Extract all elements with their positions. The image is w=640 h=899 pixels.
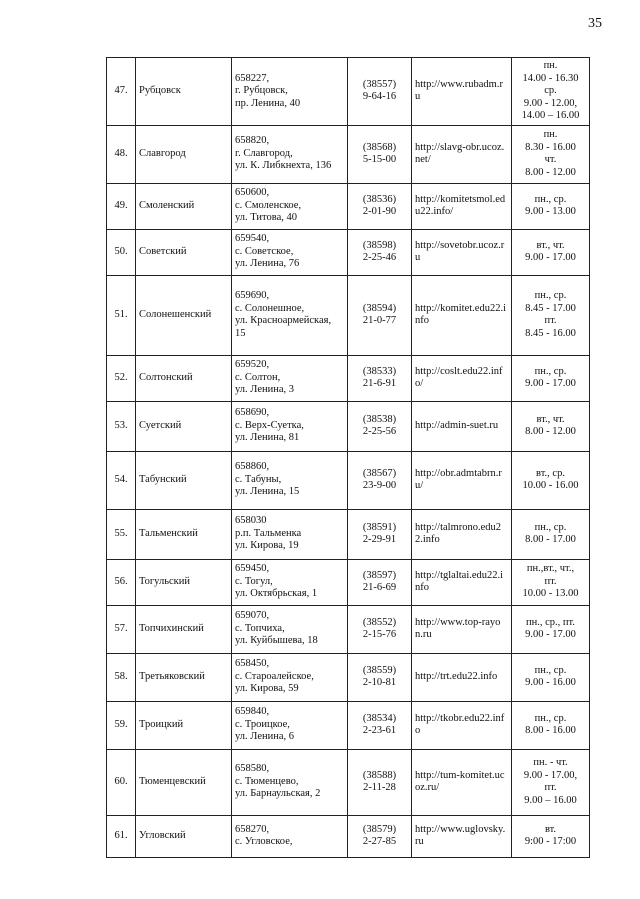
district-name: Табунский [136,451,232,509]
website-link[interactable]: http://tkobr.edu22.info [412,701,512,749]
phone-line: (38568) [362,141,397,153]
office-hours-cell [512,509,590,559]
address-cell [232,125,348,183]
table-body [107,58,590,858]
address-line: ул. Ленина, 76 [235,258,300,270]
hours-line: 9.00 - 13.00 [525,206,576,217]
district-name: Смоленский [136,183,232,229]
district-name: Троицкий [136,701,232,749]
phone-line: 2-27-85 [362,836,397,847]
hours-line: 8.00 - 16.00 [525,725,576,736]
address-cell [232,183,348,229]
address-line: г. Славгород, [235,147,293,159]
row-number: 48. [107,125,136,183]
address-line: 658270, [235,823,270,835]
district-name: Тальменский [136,509,232,559]
phone-line: (38538) [362,413,397,425]
address-cell [232,559,348,605]
address-line: 659070, [235,610,270,622]
website-link[interactable]: http://slavg-obr.ucoz.net/ [412,125,512,183]
office-hours-cell [512,275,590,355]
district-name: Солонешенский [136,275,232,355]
office-hours-cell [512,559,590,605]
address-line: с. Солтон, [235,371,281,383]
hours-line: пн., ср. [534,193,567,205]
row-number: 47. [107,58,136,126]
phone-cell [348,401,412,451]
hours-line: чт. [544,154,557,165]
row-number: 61. [107,815,136,857]
phone-line: 2-01-90 [362,206,397,217]
hours-line: пн., ср., пт. [526,616,575,628]
hours-line: вт. [544,823,557,835]
row-number: 53. [107,401,136,451]
hours-line: пн., ср. [534,365,567,377]
address-line: 659540, [235,233,270,245]
hours-line: 8.00 - 17.00 [525,534,576,545]
hours-line: пн. - чт. [533,757,568,768]
address-line: 658860, [235,461,270,473]
address-line: ул. Ленина, 81 [235,432,300,444]
hours-line: пт. [544,782,557,793]
phone-line: 2-25-56 [362,426,397,437]
address-line: 658820, [235,135,270,147]
website-link[interactable]: http://coslt.edu22.info/ [412,355,512,401]
website-link[interactable]: http://www.rubadm.ru [412,58,512,126]
table-row [107,183,590,229]
address-cell [232,701,348,749]
address-line: ул. Барнаульская, 2 [235,788,321,800]
table-row [107,815,590,857]
address-line: 658450, [235,658,270,670]
table-row [107,58,590,126]
address-line: 659840, [235,706,270,718]
hours-line: ср. [544,85,557,96]
address-line: с. Топчиха, [235,622,285,634]
phone-line: 5-15-00 [362,154,397,165]
hours-line: пн., ср. [534,712,567,724]
address-line: с. Советское, [235,245,294,257]
address-cell [232,355,348,401]
office-hours-cell [512,401,590,451]
website-link[interactable]: http://www.uglovsky.ru [412,815,512,857]
phone-line: 9-64-16 [362,91,397,103]
district-name: Тогульский [136,559,232,605]
phone-line: (38579) [362,823,397,835]
phone-cell [348,815,412,857]
row-number: 54. [107,451,136,509]
hours-line: 10.00 - 16.00 [522,480,579,491]
phone-line: 21-6-69 [362,582,397,593]
phone-cell [348,355,412,401]
phone-cell [348,58,412,126]
district-name: Топчихинский [136,605,232,653]
office-hours-cell [512,451,590,509]
phone-line: 2-10-81 [362,677,397,688]
address-cell [232,401,348,451]
table-row [107,605,590,653]
hours-line: пн.,вт., чт., [526,563,575,575]
hours-line: 9.00 - 17.00 [525,252,576,263]
row-number: 56. [107,559,136,605]
district-name: Суетский [136,401,232,451]
phone-line: (38567) [362,467,397,479]
address-line: с. Табуны, [235,473,282,485]
hours-line: вт., чт. [536,413,565,425]
hours-line: 8.45 - 17.00 [525,302,576,314]
row-number: 55. [107,509,136,559]
hours-line: пн., ср. [534,664,567,676]
education-departments-table [106,57,590,858]
row-number: 59. [107,701,136,749]
phone-cell [348,509,412,559]
phone-line: 2-15-76 [362,629,397,640]
table-row [107,275,590,355]
office-hours-cell [512,749,590,815]
hours-line: вт., чт. [536,239,565,251]
phone-cell [348,605,412,653]
phone-line: 2-11-28 [363,782,396,793]
address-line: ул. Ленина, 6 [235,731,295,743]
table-row [107,701,590,749]
phone-cell [348,275,412,355]
address-line: с. Смоленское, [235,199,302,211]
address-line: 658030 [235,515,267,527]
row-number: 51. [107,275,136,355]
hours-line: пн., ср. [534,521,567,533]
phone-cell [348,701,412,749]
address-cell [232,605,348,653]
website-link[interactable]: http://komitet.edu22.info [412,275,512,355]
address-cell [232,229,348,275]
phone-line: 21-6-91 [362,378,397,389]
table-row [107,451,590,509]
office-hours-cell [512,701,590,749]
website-link[interactable]: http://admin-suet.ru [412,401,512,451]
phone-line: (38559) [362,664,397,676]
table-row [107,401,590,451]
district-name: Тюменцевский [136,749,232,815]
office-hours-cell [512,125,590,183]
address-line: 658227, [235,72,270,84]
address-line: 650600, [235,187,270,199]
hours-line: пн. [543,60,558,71]
phone-cell [348,183,412,229]
phone-cell [348,451,412,509]
address-cell [232,275,348,355]
address-line: с. Угловское, [235,836,293,847]
hours-line: 9:00 - 17:00 [524,836,577,847]
address-line: р.п. Тальменка [235,527,302,539]
address-line: ул. Куйбышева, 18 [235,635,318,647]
phone-line: (38591) [362,521,397,533]
website-link[interactable]: http://tglaltai.edu22.info [412,559,512,605]
address-line: ул. К. Либкнехта, 136 [235,160,332,172]
hours-line: 8.45 - 16.00 [525,327,576,339]
hours-line: 10.00 - 13.00 [522,588,579,600]
hours-line: пт. [544,315,557,326]
hours-line: 8.30 - 16.00 [525,141,576,153]
table-row [107,749,590,815]
phone-line: (38552) [362,616,397,628]
phone-cell [348,229,412,275]
row-number: 49. [107,183,136,229]
phone-line: (38588) [362,769,397,781]
office-hours-cell [512,58,590,126]
phone-cell [348,653,412,701]
address-line: ул. Октябрьская, 1 [235,588,318,600]
phone-line: (38557) [362,78,397,90]
hours-line: 9.00 - 12.00, [523,97,578,109]
hours-line: пн., ср. [534,290,567,301]
address-line: 658580, [235,763,270,775]
office-hours-cell [512,229,590,275]
address-line: ул. Ленина, 3 [235,384,295,396]
page-number: 35 [588,16,602,31]
address-cell [232,451,348,509]
row-number: 60. [107,749,136,815]
district-name: Советский [136,229,232,275]
phone-line: 2-29-91 [362,534,397,545]
address-cell [232,749,348,815]
row-number: 52. [107,355,136,401]
hours-line: 9.00 - 17.00, [523,769,578,781]
phone-cell [348,749,412,815]
office-hours-cell [512,183,590,229]
website-link[interactable]: http://talmrono.edu22.info [412,509,512,559]
address-line: пр. Ленина, 40 [235,97,301,109]
phone-line: (38594) [362,302,397,314]
office-hours-cell [512,653,590,701]
hours-line: 14.00 - 16.30 [522,72,579,84]
website-link[interactable]: http://obr.admtabrn.ru/ [412,451,512,509]
hours-line: пт. [544,575,557,587]
phone-line: (38536) [362,193,397,205]
address-line: 659450, [235,563,270,575]
address-line: г. Рубцовск, [235,85,288,96]
address-line: ул. Титова, 40 [235,212,297,224]
hours-line: 8.00 - 12.00 [525,426,576,437]
hours-line: вт., ср. [536,467,565,479]
address-line: 659520, [235,359,270,371]
table-row [107,355,590,401]
address-line: с. Верх-Суетка, [235,419,304,431]
address-line: ул. Кирова, 19 [235,540,299,552]
website-link[interactable]: http://sovetobr.ucoz.ru [412,229,512,275]
address-line: с. Тюменцево, [235,775,299,787]
row-number: 57. [107,605,136,653]
table-row [107,509,590,559]
table-row [107,559,590,605]
address-line: с. Солонешное, [235,302,305,314]
district-name: Солтонский [136,355,232,401]
district-name: Рубцовск [136,58,232,126]
phone-line: 2-25-46 [362,252,397,263]
address-line: 15 [235,327,246,339]
table-row [107,125,590,183]
hours-line: 9.00 - 17.00 [525,378,576,389]
address-line: с. Староалейское, [235,670,314,682]
office-hours-cell [512,605,590,653]
phone-cell [348,125,412,183]
office-hours-cell [512,355,590,401]
website-link[interactable]: http://komitetsmol.edu22.info/ [412,183,512,229]
hours-line: 9.00 - 17.00 [525,629,576,640]
address-line: ул. Красноармейская, [235,315,332,326]
phone-line: (38534) [362,712,397,724]
address-line: ул. Ленина, 15 [235,486,300,498]
website-link[interactable]: http://trt.edu22.info [412,653,512,701]
address-cell [232,509,348,559]
row-number: 50. [107,229,136,275]
address-line: 658690, [235,407,270,419]
address-cell [232,58,348,126]
phone-line: (38597) [362,569,397,581]
office-hours-cell [512,815,590,857]
address-cell [232,815,348,857]
phone-line: 21-0-77 [362,315,397,326]
table-row [107,229,590,275]
district-name: Угловский [136,815,232,857]
website-link[interactable]: http://www.top-rayon.ru [412,605,512,653]
phone-line: (38598) [362,239,397,251]
website-link[interactable]: http://tum-komitet.ucoz.ru/ [412,749,512,815]
hours-line: 9.00 - 16.00 [525,677,576,688]
phone-line: (38533) [362,365,397,377]
row-number: 58. [107,653,136,701]
district-name: Третьяковский [136,653,232,701]
address-cell [232,653,348,701]
phone-cell [348,559,412,605]
table-row [107,653,590,701]
phone-line: 2-23-61 [362,725,397,736]
address-line: с. Тогул, [235,575,273,587]
hours-line: пн. [543,129,558,140]
hours-line: 9.00 – 16.00 [524,794,577,806]
address-line: ул. Кирова, 59 [235,683,299,695]
hours-line: 8.00 - 12.00 [525,166,576,178]
address-line: 659690, [235,290,270,301]
hours-line: 14.00 – 16.00 [521,110,580,121]
phone-line: 23-9-00 [362,480,397,491]
address-line: с. Троицкое, [235,718,290,730]
district-name: Славгород [136,125,232,183]
